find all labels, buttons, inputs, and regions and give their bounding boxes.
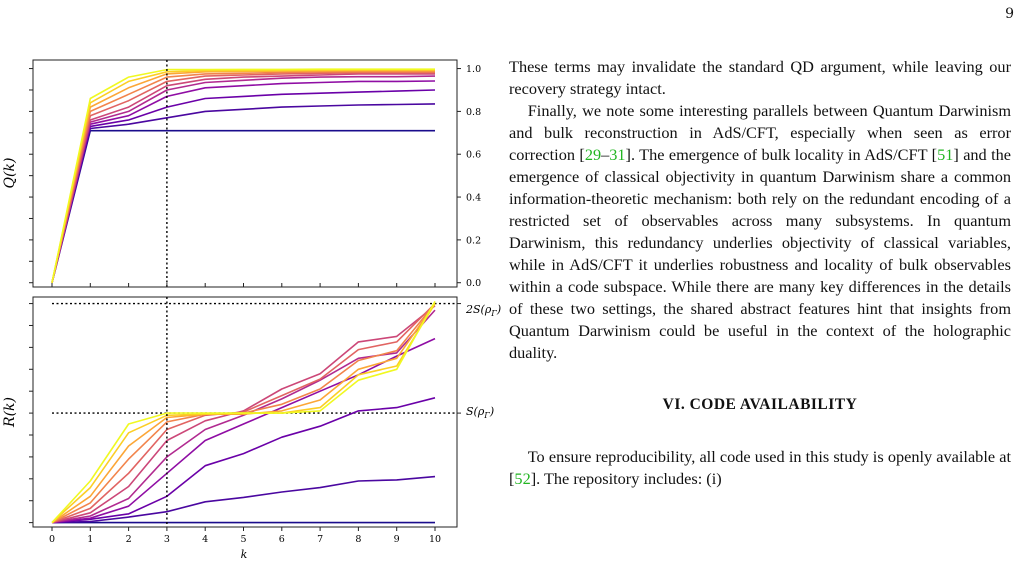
x-tick-label: 10 [428,534,442,545]
top-series-line-4 [52,76,435,283]
paragraph-2 [509,100,1011,364]
top-panel [2,60,481,289]
label-s-rho [466,405,494,420]
xlabel: k [240,548,248,561]
page-number: 9 [1005,6,1014,22]
top-panel-frame [33,60,457,287]
paragraph-2-part-a: Finally, we note some interesting parallels between Quantum Darwinism and bulk reconstruction in AdS/CFT, especially when seen as error correction [ [509,101,1011,164]
label-s-rho-main: S(ρ [466,405,485,418]
x-tick-label: 8 [355,534,362,545]
bottom-series-lines [52,301,435,522]
bottom-ticks [29,304,461,545]
top-series-lines [52,69,435,283]
top-series-line-2 [52,90,435,283]
top-series-line-10 [52,69,435,283]
bottom-panel [2,297,501,561]
bottom-ylabel: R(k) [2,397,18,427]
top-series-line-7 [52,72,435,283]
paragraph-1: These terms may invalidate the standard QD argument, while leaving our recovery strategy intact. [509,57,1011,98]
label-s-rho-sub: Γ [484,411,490,420]
x-tick-label: 5 [240,534,247,545]
top-ticks [29,64,481,289]
text-column [509,56,1011,490]
top-right-tick-label: 0.6 [466,149,482,161]
top-right-tick-label: 0.0 [466,278,482,290]
label-2s-rho-sub: Γ [491,309,497,318]
bottom-series-line-3 [52,339,435,523]
x-tick-label: 4 [202,534,209,545]
label-2s-rho-close: ) [496,303,502,316]
paragraph-3-part-b: ]. The repository includes: (i) [530,469,722,488]
paragraph-2-part-c: ] and the emergence of classical objectivity in quantum Darwinism share a common information-theoretic mechanism: both rely on the redundant encoding of a restricted set of observables across many subsystems. In quantum Darwinism, this redundancy underlies objectivity of classical variables, while in AdS/CFT it underlies robustness and locality of bulk observables within a code subspace. While there are many key differences in the details of these two settings, the shared abstract features hint that insights from Quantum Darwinism could be useful in the context of the holographic duality. [509,145,1011,362]
top-series-line-0 [52,131,435,283]
citation-29[interactable]: 29 [584,145,602,164]
paragraph-3 [509,446,1011,490]
top-right-tick-label: 0.2 [466,235,482,247]
section-heading: VI. CODE AVAILABILITY [662,396,858,413]
top-series-line-9 [52,70,435,283]
paragraph-2-part-b: ]. The emergence of bulk locality in AdS/CFT [ [625,145,938,164]
paragraph-3-part-a: To ensure reproducibility, all code used in this study is openly available at [ [509,447,1011,488]
x-tick-label: 2 [125,534,132,545]
citation-52[interactable]: 52 [514,469,531,488]
x-tick-label: 7 [317,534,324,545]
x-tick-label: 1 [87,534,94,545]
citation-31[interactable]: 31 [609,145,626,164]
x-tick-label: 3 [163,534,170,545]
label-2s-rho [465,303,501,318]
top-right-tick-label: 1.0 [466,64,482,76]
top-series-line-3 [52,81,435,283]
top-right-tick-label: 0.8 [466,106,482,118]
x-tick-label: 6 [278,534,285,545]
top-right-tick-label: 0.4 [466,192,482,204]
label-s-rho-close: ) [489,405,495,418]
label-2s-rho-main: 2S(ρ [466,303,492,316]
citation-dash: – [601,145,610,164]
x-tick-label: 0 [48,534,56,545]
x-tick-label: 9 [393,534,400,545]
top-ylabel: Q(k) [2,157,18,189]
citation-51[interactable]: 51 [937,145,954,164]
